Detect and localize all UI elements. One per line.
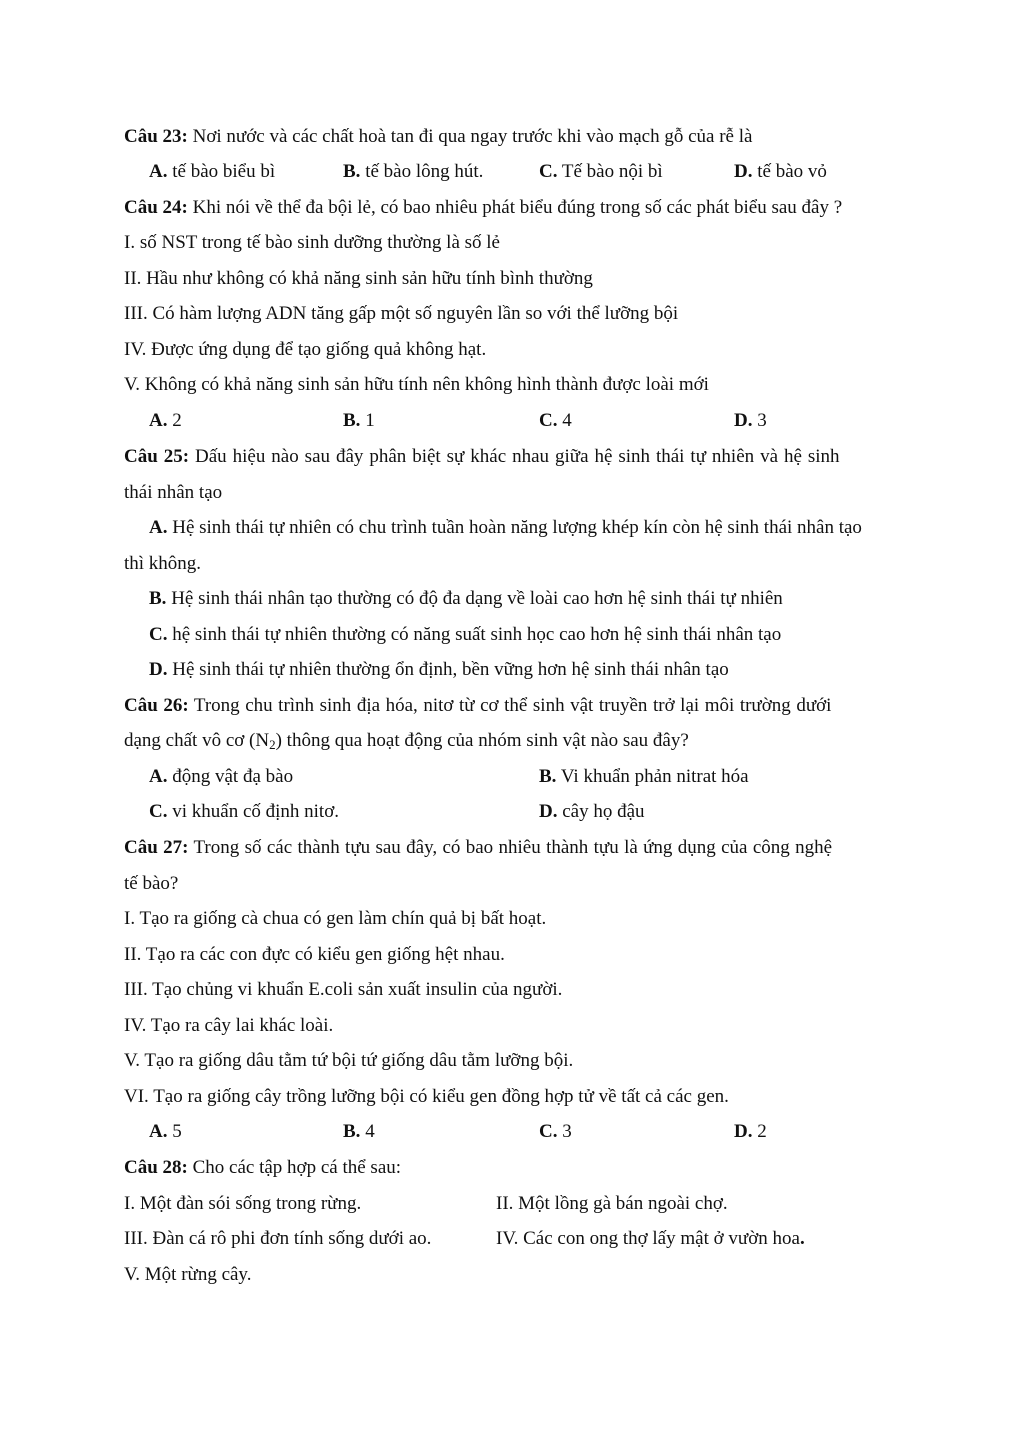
statement: V. Không có khả năng sinh sản hữu tính nên không hình thành được loài mới (124, 374, 709, 395)
statement: IV. Được ứng dụng để tạo giống quả không hạt. (124, 339, 487, 360)
question-text: Dấu hiệu nào sau đây phân biệt sự khác nhau giữa hệ sinh thái tự nhiên và hệ sinh (189, 446, 840, 467)
option-a[interactable]: A. động vật đạ bào (149, 766, 294, 787)
question-24 (124, 196, 842, 220)
option-c[interactable]: C. hệ sinh thái tự nhiên thường có năng suất sinh học cao hơn hệ sinh thái nhân tạo (149, 624, 782, 645)
option-d[interactable]: D. 2 (734, 1121, 767, 1142)
option-c[interactable]: C. 3 (539, 1121, 572, 1142)
question-label: Câu 26: (124, 695, 189, 716)
statement: I. số NST trong tế bào sinh dưỡng thường là số lẻ (124, 232, 500, 253)
statement: III. Có hàm lượng ADN tăng gấp một số nguyên lần so với thể lưỡng bội (124, 303, 679, 324)
option-b[interactable]: B. 4 (343, 1121, 375, 1142)
option-a[interactable]: A. tế bào biểu bì (149, 161, 276, 182)
question-label: Câu 25: (124, 446, 190, 467)
statement: III. Tạo chủng vi khuẩn E.coli sản xuất insulin của người. (124, 979, 563, 1000)
option-a[interactable]: A. 5 (149, 1121, 182, 1142)
option-c[interactable]: C. Tế bào nội bì (539, 161, 663, 182)
option-d[interactable]: D. 3 (734, 410, 767, 431)
subscript: 2 (269, 737, 276, 752)
option-b[interactable]: B. Hệ sinh thái nhân tạo thường có độ đa dạng về loài cao hơn hệ sinh thái tự nhiên (149, 588, 783, 609)
option-d[interactable]: D. tế bào vỏ (734, 161, 827, 182)
statement: I. Tạo ra giống cà chua có gen làm chín quả bị bất hoạt. (124, 908, 547, 929)
statement: IV. Các con ong thợ lấy mật ở vườn hoa. (496, 1228, 805, 1249)
statement: II. Hầu như không có khả năng sinh sản hữu tính bình thường (124, 268, 593, 289)
question-23 (124, 125, 752, 149)
question-27 (124, 836, 832, 860)
question-text: Cho các tập hợp cá thể sau: (187, 1157, 402, 1178)
statement: I. Một đàn sói sống trong rừng. (124, 1193, 362, 1214)
statement: V. Một rừng cây. (124, 1264, 252, 1285)
question-28 (124, 1156, 401, 1180)
question-25 (124, 445, 840, 469)
option-b[interactable]: B. tế bào lông hút. (343, 161, 484, 182)
option-b[interactable]: B. 1 (343, 410, 375, 431)
option-d[interactable]: D. Hệ sinh thái tự nhiên thường ổn định, bền vững hơn hệ sinh thái nhân tạo (149, 659, 729, 680)
option-c[interactable]: C. 4 (539, 410, 572, 431)
question-text-cont: dạng chất vô cơ $(N_2)$ thông qua hoạt động của nhóm sinh vật nào sau đây? (124, 730, 689, 752)
question-label: Câu 27: (124, 837, 189, 858)
question-text: Nơi nước và các chất hoà tan đi qua ngay trước khi vào mạch gỗ của rễ là (187, 126, 753, 147)
question-26 (124, 694, 831, 718)
option-a-cont: thì không. (124, 553, 202, 574)
statement: VI. Tạo ra giống cây trồng lưỡng bội có kiểu gen đồng hợp tử về tất cả các gen. (124, 1086, 729, 1107)
statement: II. Một lồng gà bán ngoài chợ. (496, 1193, 728, 1214)
question-text: Khi nói về thể đa bội lẻ, có bao nhiêu phát biểu đúng trong số các phát biểu sau đây ? (187, 197, 843, 218)
option-a[interactable]: A. Hệ sinh thái tự nhiên có chu trình tuần hoàn năng lượng khép kín còn hệ sinh thái nhân tạo (149, 517, 862, 538)
question-text: Trong chu trình sinh địa hóa, nitơ từ cơ thể sinh vật truyền trở lại môi trường dưới (188, 695, 832, 716)
option-a[interactable]: A. 2 (149, 410, 182, 431)
statement: IV. Tạo ra cây lai khác loài. (124, 1015, 334, 1036)
option-b[interactable]: B. Vi khuẩn phản nitrat hóa (539, 766, 749, 787)
question-text: Trong số các thành tựu sau đây, có bao nhiêu thành tựu là ứng dụng của công nghệ (188, 837, 833, 858)
question-text-cont: thái nhân tạo (124, 482, 223, 503)
option-d[interactable]: D. cây họ đậu (539, 801, 645, 822)
question-label: Câu 24: (124, 197, 188, 218)
question-label: Câu 23: (124, 126, 188, 147)
question-label: Câu 28: (124, 1157, 188, 1178)
statement: V. Tạo ra giống dâu tằm tứ bội tứ giống dâu tằm lưỡng bội. (124, 1050, 574, 1071)
statement: II. Tạo ra các con đực có kiểu gen giống hệt nhau. (124, 944, 505, 965)
question-text-cont: tế bào? (124, 873, 179, 894)
statement: III. Đàn cá rô phi đơn tính sống dưới ao. (124, 1228, 432, 1249)
option-c[interactable]: C. vi khuẩn cố định nitơ. (149, 801, 340, 822)
